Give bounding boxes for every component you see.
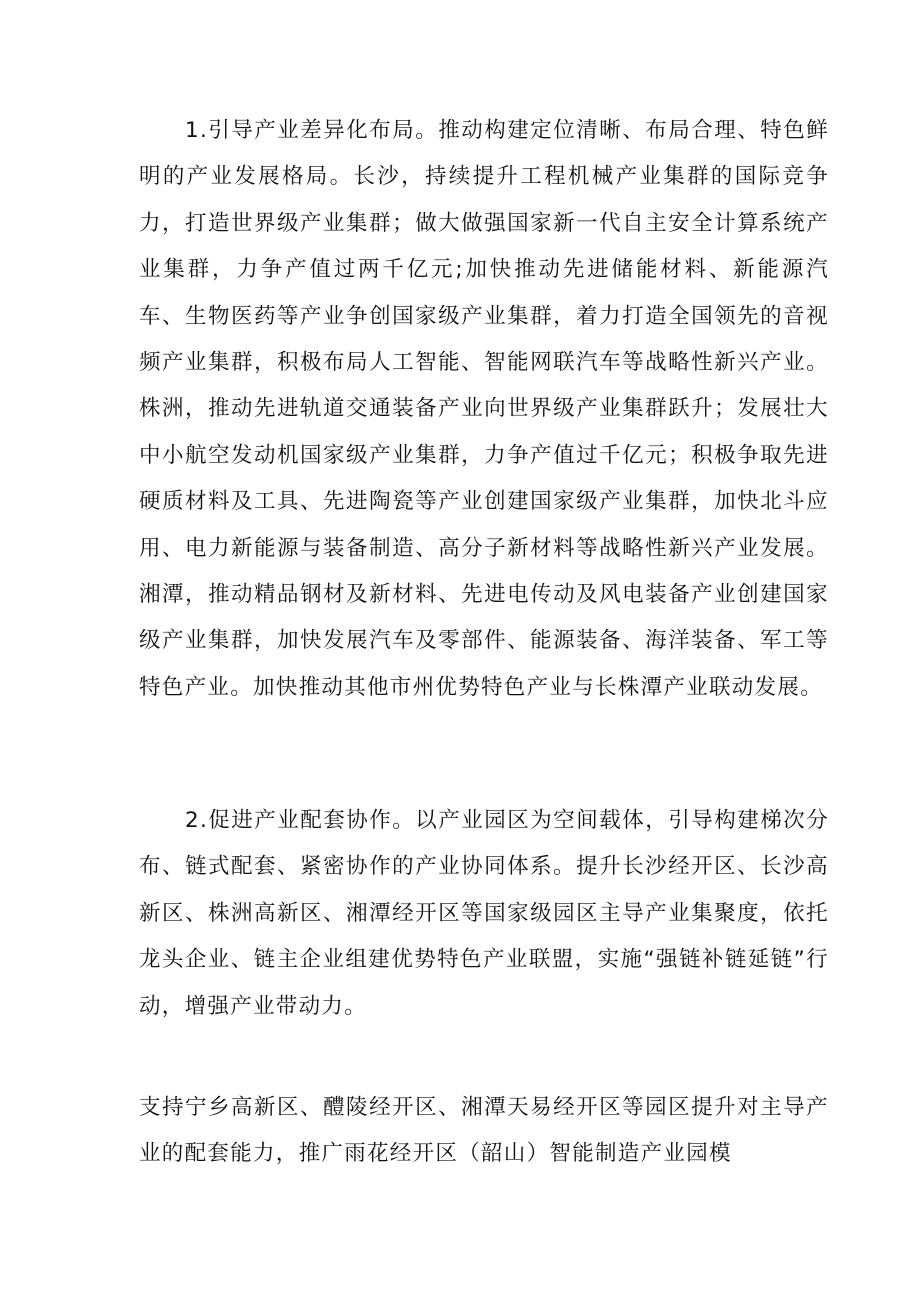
paragraph-park-support: 支持宁乡高新区、醴陵经开区、湘潭天易经开区等园区提升对主导产业的配套能力，推广雨花经开区（韶山）智能制造产业园模 (139, 1095, 829, 1167)
paragraph-industry-layout: 1.引导产业差异化布局。推动构建定位清晰、布局合理、特色鲜明的产业发展格局。长沙，持续提升工程机械产业集群的国际竞争力，打造世界级产业集群；做大做强国家新一代自主安全计算系统产业集群，力争产值过两千亿元;加快推动先进储能材料、新能源汽车、生物医药等产业争创国家级产业集群，着力打造全国领先的音视频产业集群，积极布局人工智能、智能网联汽车等战略性新兴产业。株洲，推动先进轨道交通装备产业向世界级产业集群跃升；发展壮大中小航空发动机国家级产业集群，力争产值过千亿元；积极争取先进硬质材料及工具、先进陶瓷等产业创建国家级产业集群，加快北斗应用、电力新能源与装备制造、高分子新材料等战略性新兴产业发展。湘潭，推动精品钢材及新材料、先进电传动及风电装备产业创建国家级产业集群，加快发展汽车及零部件、能源装备、海洋装备、军工等特色产业。加快推动其他市州优势特色产业与长株潭产业联动发展。 (139, 118, 829, 700)
paragraph-industry-coordination: 2.促进产业配套协作。以产业园区为空间载体，引导构建梯次分布、链式配套、紧密协作的产业协同体系。提升长沙经开区、长沙高新区、株洲高新区、湘潭经开区等国家级园区主导产业集聚度，依托龙头企业、链主企业组建优势特色产业联盟，实施“强链补链延链”行动，增强产业带动力。 (139, 808, 829, 1019)
